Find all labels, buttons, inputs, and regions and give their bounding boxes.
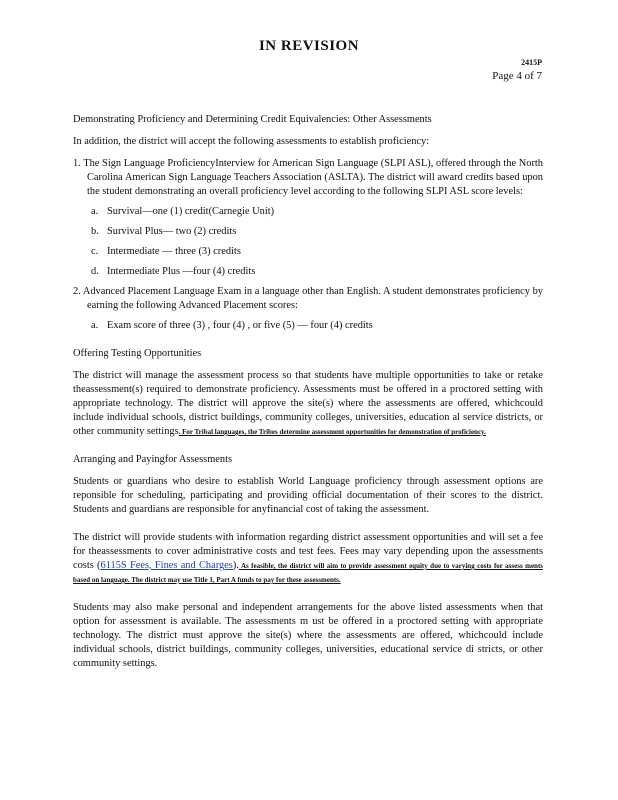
section-heading-credit-equivalencies: Demonstrating Proficiency and Determining Credit Equivalencies: Other Assessments [73, 114, 432, 125]
list-item: a. Survival—one (1) credit(Carnegie Unit) [91, 206, 275, 217]
section-heading-testing: Offering Testing Opportunities [73, 348, 202, 359]
list-item: c. Intermediate — three (3) credits [91, 246, 241, 257]
arranging-paragraph-2: The district will provide students with information regarding district assessment opportunities and will set a fee for theassessments to cover administrative costs and test fees. Fees may vary depending upon the assessments costs (6115S Fees, Fines and Charges). As feasible, the district will aim to provide assessment equity due to varying costs for assess ments based on language. The district may use Title 1, Part A funds to pay for these assessments. [73, 532, 544, 584]
section-heading-arranging: Arranging and Payingfor Assessments [73, 454, 233, 465]
intro-paragraph: In addition, the district will accept the following assessments to establish proficiency: [73, 136, 430, 147]
list-item: a. Exam score of three (3) , four (4) , or five (5) — four (4) credits [91, 320, 373, 331]
document-body [73, 113, 543, 671]
list-item-slpi: 1. The Sign Language ProficiencyInterview for American Sign Language (SLPI ASL), offered through the North Carolina American Sign Language Teachers Association (ASLTA). The district will award credits based upon the student demonstrating an overall proficiency level according to the following SLPI ASL score levels: [73, 158, 543, 197]
fees-policy-link[interactable]: 6115S Fees, Fines and Charges [100, 560, 233, 571]
policy-number: 2415P [521, 58, 542, 67]
score-level-list [73, 205, 543, 279]
ap-score-list [73, 319, 543, 333]
list-item: b. Survival Plus— two (2) credits [91, 226, 237, 237]
list-item: d. Intermediate Plus —four (4) credits [91, 266, 256, 277]
page-number: Page 4 of 7 [492, 70, 542, 82]
inserted-text-tribal: . For Tribal languages, the Tribes determine assessment opportunities for demonstration of proficiency. [178, 428, 486, 436]
arranging-paragraph-3: Students may also make personal and independent arrangements for the above listed assessments when that option for assessment is available. The assessments m ust be offered in a proctored setting with appropriate technology. The district must approve the site(s) where the assessments are offered, whichcould include individual schools, district buildings, community colleges, universities, educational service di stricts, or other community settings. [73, 602, 543, 669]
arranging-paragraph-1: Students or guardians who desire to establish World Language proficiency through assessment options are reponsible for scheduling, participating and providing official documentation of their scores to the district. Students and guardians are responsible for anyfinancial cost of taking the assessment. [73, 476, 543, 515]
page-title: IN REVISION [258, 38, 360, 54]
inserted-text-equity: As feasible, the district will aim to provide assessment equity due to varying costs for assess ments based on language. The district may use Title 1, Part A funds to pay for these assessments. [73, 562, 544, 584]
list-item-ap-exam: 2. Advanced Placement Language Exam in a language other than English. A student demonstrates proficiency by earning the following Advanced Placement scores: [73, 286, 543, 311]
testing-paragraph: The district will manage the assessment process so that students have multiple opportunities to take or retake theassessment(s) required to demonstrate proficiency. Assessments must be offered in a proctored setting with appropriate technology. The district will approve the site(s) where the assessments are offered, whichcould include individual schools, district buildings, community colleges, universities, education al service districts, or other community settings. For Tribal languages, the Tribes determine assessment opportunities for demonstration of proficiency. [73, 370, 543, 437]
